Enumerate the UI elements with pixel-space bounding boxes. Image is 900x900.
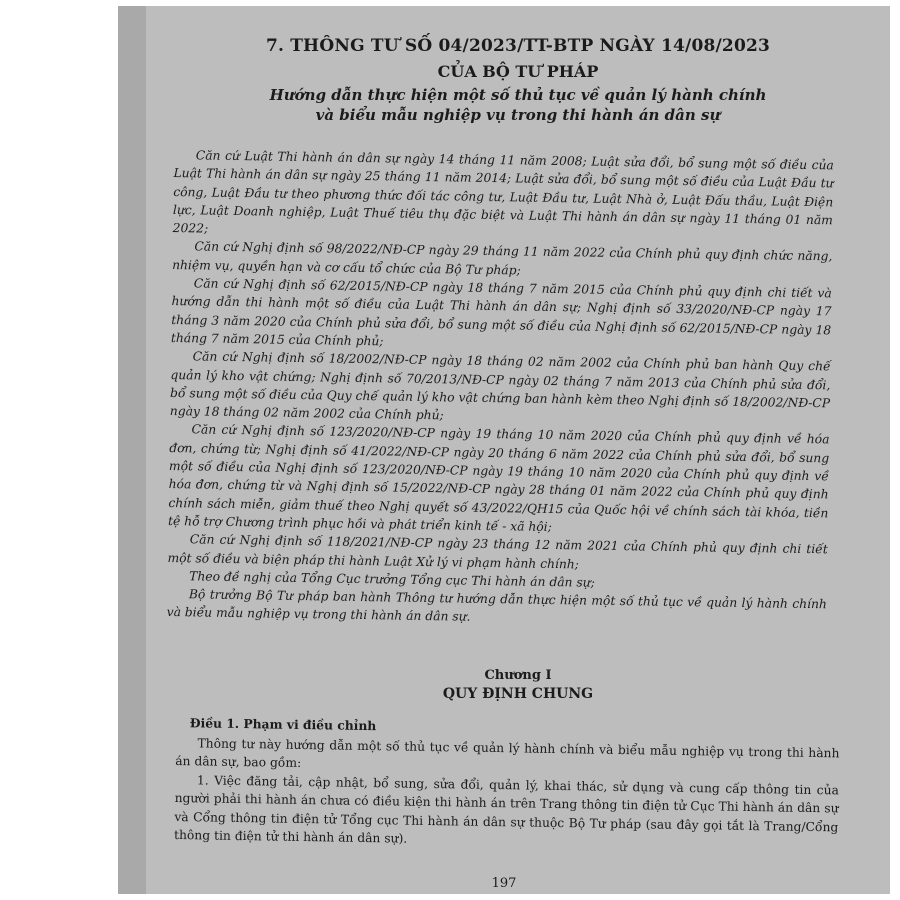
document-description-line-2: và biểu mẫu nghiệp vụ trong thi hành án dân sự [315, 106, 721, 124]
basis-paragraph: Bộ trưởng Bộ Tư pháp ban hành Thông tư hướng dẫn thực hiện một số thủ tục về quản lý hành chính và biểu mẫu nghiệp vụ trong thi hành án dân sự. [166, 587, 827, 625]
issuing-authority: CỦA BỘ TƯ PHÁP [437, 62, 599, 81]
adjacent-page-edge [118, 6, 146, 894]
basis-paragraph: Căn cứ Nghị định số 62/2015/NĐ-CP ngày 18 tháng 7 năm 2015 của Chính phủ quy định chi tiết và hướng dẫn thi hành một số điều của Luật Thi hành án dân sự; Nghị định số 33/2020/NĐ-CP ngày 17 tháng 3 năm 2020 của Chính phủ sửa đổi, bổ sung một số điều của Nghị định số 62/2015/NĐ-CP ngày 18 tháng 7 năm 2015 của Chính phủ; [170, 276, 832, 349]
chapter-name: QUY ĐỊNH CHUNG [442, 686, 594, 702]
document-description-line-1: Hướng dẫn thực hiện một số thủ tục về quản lý hành chính [269, 86, 767, 104]
basis-paragraph: Căn cứ Nghị định số 123/2020/NĐ-CP ngày 19 tháng 10 năm 2020 của Chính phủ quy định về hóa đơn, chứng từ; Nghị định số 41/2022/NĐ-CP ngày 20 tháng 6 năm 2022 của Chính phủ sửa đổi, bổ sung một số điều của Nghị định số 123/2020/NĐ-CP ngày 19 tháng 10 năm 2020 của Chính phủ quy định về hóa đơn, chứng từ và Nghị định số 15/2022/NĐ-CP ngày 28 tháng 01 năm 2022 của Chính phủ quy định chính sách miễn, giảm thuế theo Nghị quyết số 43/2022/QH15 của Quốc hội về chính sách tài khóa, tiền tệ hỗ trợ Chương trình phục hồi và phát triển kinh tế - xã hội; [168, 422, 830, 534]
book-page [118, 6, 890, 894]
basis-paragraph: Căn cứ Nghị định số 18/2002/NĐ-CP ngày 18 tháng 02 năm 2002 của Chính phủ ban hành Quy chế quản lý kho vật chứng; Nghị định số 70/2013/NĐ-CP ngày 02 tháng 7 năm 2013 của Chính phủ sửa đổi, bổ sung một số điều của Quy chế quản lý kho vật chứng ban hành kèm theo Nghị định số 18/2002/NĐ-CP ngày 18 tháng 02 năm 2002 của Chính phủ; [169, 349, 831, 423]
article-item: 1. Việc đăng tải, cập nhật, bổ sung, sửa đổi, quản lý, khai thác, sử dụng và cung cấp thông tin của người phải thi hành án chưa có điều kiện thi hành án trên Trang thông tin điện tử Cục Thi hành án dân sự và Cổng thông tin điện tử Tổng cục Thi hành án dân sự thuộc Bộ Tư pháp (sau đây gọi tắt là Trang/Cổng thông tin điện tử thi hành án dân sự). [173, 772, 839, 846]
page-number: 197 [491, 876, 517, 891]
article-intro: Thông tư này hướng dẫn một số thủ tục về quản lý hành chính và biểu mẫu nghiệp vụ trong thi hành án dân sự, bao gồm: [175, 735, 840, 770]
basis-paragraph: Căn cứ Nghị định số 118/2021/NĐ-CP ngày 23 tháng 12 năm 2021 của Chính phủ quy định chi tiết một số điều và biện pháp thi hành Luật Xử lý vi phạm hành chính; [167, 532, 828, 571]
basis-paragraph: Căn cứ Nghị định số 98/2022/NĐ-CP ngày 29 tháng 11 năm 2022 của Chính phủ quy định chức năng, nhiệm vụ, quyền hạn và cơ cấu tổ chức của Bộ Tư pháp; [172, 239, 833, 278]
document-title: 7. THÔNG TƯ SỐ 04/2023/TT-BTP NGÀY 14/08/2023 [265, 36, 771, 56]
basis-paragraph: Theo đề nghị của Tổng Cục trưởng Tổng cục Thi hành án dân sự; [189, 569, 595, 590]
chapter-number: Chương I [484, 668, 552, 683]
basis-paragraph: Căn cứ Luật Thi hành án dân sự ngày 14 tháng 11 năm 2008; Luật sửa đổi, bổ sung một số điều của Luật Thi hành án dân sự ngày 25 tháng 11 năm 2014; Luật sửa đổi, bổ sung một số điều của Luật Đầu tư công, Luật Đầu tư theo phương thức đối tác công tư, Luật Đầu tư, Luật Nhà ở, Luật Đấu thầu, Luật Điện lực, Luật Doanh nghiệp, Luật Thuế tiêu thụ đặc biệt và Luật Thi hành án dân sự ngày 11 tháng 01 năm 2022; [172, 148, 834, 236]
article-heading: Điều 1. Phạm vi điều chỉnh [189, 715, 377, 734]
article-section [174, 714, 840, 855]
legal-basis-section [167, 146, 834, 632]
